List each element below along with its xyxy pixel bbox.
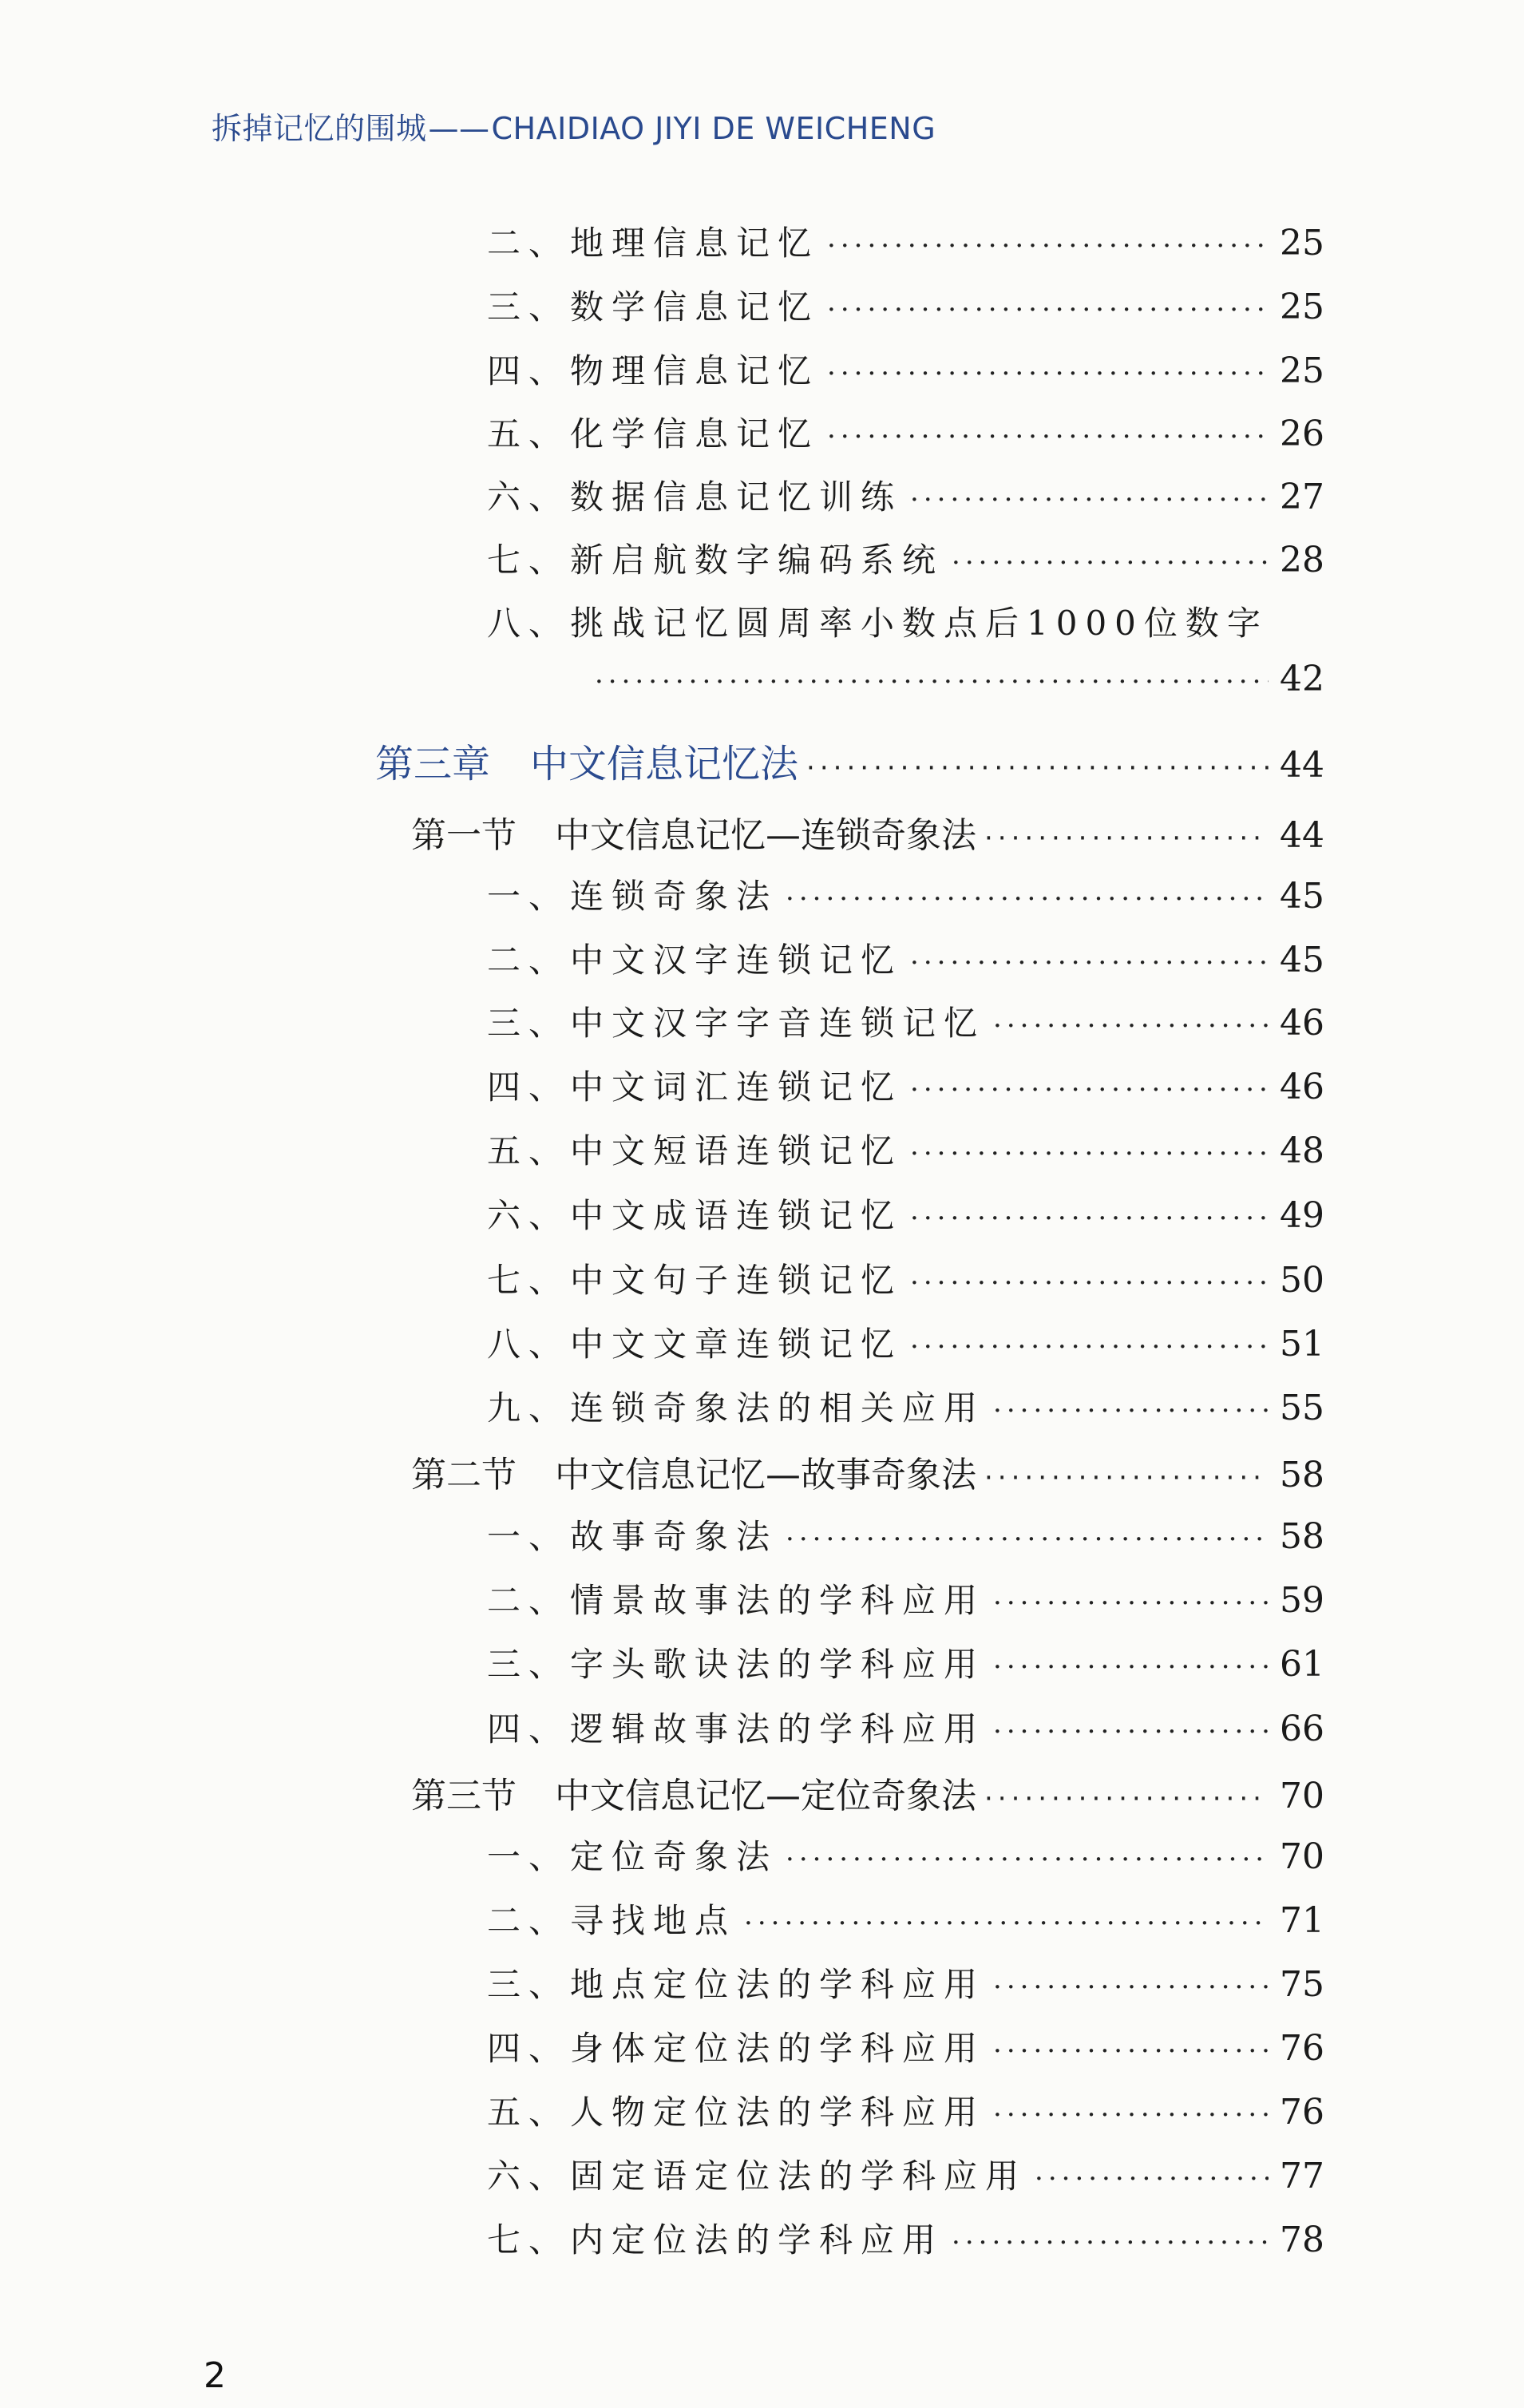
toc-entry-title: 七、新启航数字编码系统 — [487, 541, 944, 580]
section-number: 第三节 — [411, 1776, 517, 1816]
dot-leader — [910, 947, 1269, 979]
toc-entry-page: 48 — [1280, 1131, 1324, 1171]
toc-entry-page: 61 — [1280, 1644, 1324, 1685]
toc-entry[interactable] — [487, 870, 1324, 918]
toc-entry-page: 76 — [1280, 2028, 1324, 2069]
dot-leader — [786, 1523, 1269, 1555]
toc-entry[interactable] — [487, 597, 1324, 645]
dot-leader — [910, 1331, 1269, 1363]
toc-entry[interactable] — [487, 934, 1324, 982]
dot-leader — [984, 1783, 1269, 1815]
dot-leader — [827, 358, 1269, 390]
dot-leader — [993, 1971, 1269, 2003]
toc-section[interactable] — [411, 806, 1324, 854]
section-page: 58 — [1280, 1455, 1324, 1495]
toc-section[interactable] — [411, 1446, 1324, 1494]
dot-leader — [910, 484, 1269, 516]
dot-leader — [827, 294, 1269, 326]
toc-entry-title: 三、数学信息记忆 — [487, 287, 820, 327]
chapter-name: 中文信息记忆法 — [530, 742, 799, 786]
toc-entry[interactable] — [487, 1382, 1324, 1430]
section-number: 第二节 — [411, 1455, 517, 1495]
toc-entry[interactable] — [487, 1511, 1324, 1558]
toc-entry-title: 四、身体定位法的学科应用 — [487, 2029, 986, 2068]
toc-entry-page: 25 — [1280, 287, 1324, 327]
dot-leader — [993, 1587, 1269, 1619]
dot-leader — [952, 547, 1269, 579]
toc-entry[interactable] — [487, 997, 1324, 1045]
running-head-cn: 拆掉记忆的围城 — [212, 111, 427, 146]
toc-entry-title: 五、化学信息记忆 — [487, 414, 820, 453]
toc-entry-page: 46 — [1280, 1003, 1324, 1044]
toc-entry-title: 七、中文句子连锁记忆 — [487, 1261, 903, 1300]
toc-entry-title: 四、逻辑故事法的学科应用 — [487, 1709, 986, 1749]
toc-section[interactable] — [411, 1767, 1324, 1815]
toc-entry-page: 77 — [1280, 2156, 1324, 2196]
toc-entry-title: 七、内定位法的学科应用 — [487, 2220, 944, 2259]
toc-entry-page: 58 — [1280, 1516, 1324, 1557]
toc-entry[interactable] — [487, 1125, 1324, 1173]
toc-entry-page: 42 — [1280, 659, 1324, 699]
section-name: 中文信息记忆—故事奇象法 — [555, 1455, 976, 1495]
dot-leader — [827, 230, 1269, 262]
toc-entry-title: 三、字头歌诀法的学科应用 — [487, 1645, 986, 1684]
toc-entry-title: 五、中文短语连锁记忆 — [487, 1131, 903, 1170]
toc-entry-title: 四、中文词汇连锁记忆 — [487, 1067, 903, 1107]
dot-leader — [993, 1395, 1269, 1427]
toc-entry-page: 46 — [1280, 1067, 1324, 1107]
dot-leader — [786, 883, 1269, 915]
toc-entry-title: 六、固定语定位法的学科应用 — [487, 2157, 1027, 2196]
dot-leader — [910, 1202, 1269, 1234]
toc-entry[interactable] — [487, 2150, 1324, 2198]
toc-entry[interactable] — [487, 1254, 1324, 1302]
toc-entry[interactable] — [487, 408, 1324, 456]
toc-entry-title: 八、挑战记忆圆周率小数点后1000位数字 — [487, 604, 1269, 643]
toc-entry-title: 八、中文文章连锁记忆 — [487, 1325, 903, 1364]
toc-entry[interactable] — [487, 217, 1324, 265]
toc-entry-title: 二、情景故事法的学科应用 — [487, 1581, 986, 1620]
toc-entry[interactable] — [487, 534, 1324, 582]
dot-leader — [806, 752, 1269, 784]
dot-leader — [993, 2099, 1269, 2131]
section-title — [411, 806, 976, 857]
toc-entry[interactable] — [487, 1831, 1324, 1879]
dot-leader — [952, 2227, 1269, 2259]
dot-leader — [993, 1651, 1269, 1683]
page-number: 2 — [204, 2355, 226, 2396]
toc-entry-title: 三、中文汉字字音连锁记忆 — [487, 1004, 986, 1043]
toc-entry-title: 六、中文成语连锁记忆 — [487, 1196, 903, 1235]
section-title — [411, 1446, 976, 1497]
dot-leader — [1035, 2163, 1269, 2195]
toc-entry[interactable] — [487, 2214, 1324, 2262]
toc-entry[interactable] — [487, 345, 1324, 393]
dot-leader — [910, 1074, 1269, 1106]
chapter-number: 第三章 — [375, 742, 491, 786]
toc-entry-title: 六、数据信息记忆训练 — [487, 477, 903, 517]
toc-entry[interactable] — [487, 1895, 1324, 1943]
dot-leader — [984, 822, 1269, 854]
toc-entry-page: 59 — [1280, 1580, 1324, 1621]
section-name: 中文信息记忆—连锁奇象法 — [555, 815, 976, 856]
toc-entry[interactable] — [487, 1703, 1324, 1751]
toc-entry[interactable] — [487, 1318, 1324, 1366]
toc-entry-title: 二、寻找地点 — [487, 1901, 737, 1940]
toc-entry[interactable] — [487, 471, 1324, 519]
dot-leader — [744, 1907, 1269, 1939]
toc-entry-page: 25 — [1280, 223, 1324, 263]
section-title — [411, 1767, 976, 1818]
toc-entry-title: 三、地点定位法的学科应用 — [487, 1965, 986, 2004]
section-page: 70 — [1280, 1776, 1324, 1816]
toc-entry-page: 75 — [1280, 1964, 1324, 2005]
toc-entry-title: 二、中文汉字连锁记忆 — [487, 941, 903, 980]
dot-leader — [827, 421, 1269, 453]
toc-entry[interactable] — [487, 1638, 1324, 1686]
toc-entry-page: 70 — [1280, 1836, 1324, 1877]
toc-entry-page: 78 — [1280, 2220, 1324, 2260]
toc-entry-page: 51 — [1280, 1324, 1324, 1364]
dot-leader — [786, 1844, 1269, 1875]
toc-entry[interactable] — [487, 1574, 1324, 1622]
dot-leader — [993, 2035, 1269, 2067]
toc-entry-page: 66 — [1280, 1709, 1324, 1749]
toc-entry-title: 九、连锁奇象法的相关应用 — [487, 1388, 986, 1428]
toc-entry-page: 27 — [1280, 477, 1324, 517]
section-number: 第一节 — [411, 815, 517, 856]
toc-entry-page: 28 — [1280, 540, 1324, 580]
toc-entry-page: 26 — [1280, 414, 1324, 454]
section-page: 44 — [1280, 815, 1324, 856]
toc-entry-title: 四、物理信息记忆 — [487, 351, 820, 390]
toc-entry-title: 一、故事奇象法 — [487, 1517, 778, 1556]
toc-entry-title: 二、地理信息记忆 — [487, 224, 820, 263]
toc-entry-title: 一、连锁奇象法 — [487, 877, 778, 916]
dot-leader — [984, 1462, 1269, 1494]
toc-entry-page: 25 — [1280, 351, 1324, 391]
toc-entry-page: 49 — [1280, 1195, 1324, 1236]
toc-entry[interactable] — [487, 2086, 1324, 2134]
toc-entry-title: 一、定位奇象法 — [487, 1837, 778, 1876]
toc-entry-continuation[interactable] — [595, 659, 1324, 707]
toc-entry[interactable] — [487, 1190, 1324, 1238]
dot-leader — [993, 1010, 1269, 1042]
running-head — [212, 104, 936, 148]
toc-entry-page: 45 — [1280, 876, 1324, 917]
toc-chapter[interactable] — [375, 733, 1324, 786]
toc-entry[interactable] — [487, 1958, 1324, 2006]
toc-entry-page: 50 — [1280, 1260, 1324, 1301]
toc-entry-title: 五、人物定位法的学科应用 — [487, 2093, 986, 2132]
dot-leader — [993, 1716, 1269, 1748]
toc-entry-page: 76 — [1280, 2092, 1324, 2133]
toc-entry-page: 55 — [1280, 1388, 1324, 1428]
toc-entry-page: 45 — [1280, 940, 1324, 980]
chapter-title — [375, 733, 798, 788]
dot-leader — [910, 1267, 1269, 1299]
section-name: 中文信息记忆—定位奇象法 — [555, 1776, 976, 1816]
toc-entry[interactable] — [487, 281, 1324, 329]
toc-entry[interactable] — [487, 1061, 1324, 1109]
toc-entry[interactable] — [487, 2022, 1324, 2070]
dot-leader — [910, 1138, 1269, 1170]
toc-entry-page: 71 — [1280, 1900, 1324, 1941]
running-head-en: CHAIDIAO JIYI DE WEICHENG — [491, 111, 936, 146]
running-head-separator: —— — [428, 111, 490, 146]
chapter-page: 44 — [1280, 745, 1324, 786]
dot-leader — [595, 666, 1269, 698]
